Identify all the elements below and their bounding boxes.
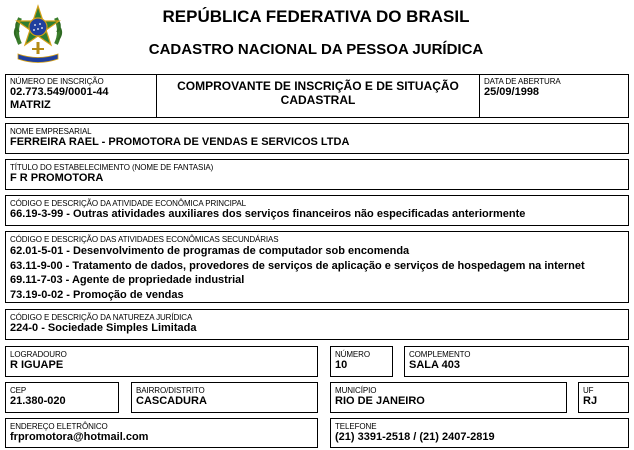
numero-box [330,346,393,377]
complemento-value: SALA 403 [409,359,460,371]
bairro-value: CASCADURA [136,395,207,407]
list-item: 69.11-7-03 - Agente de propriedade industrial [10,274,245,286]
natureza-juridica-value: 224-0 - Sociedade Simples Limitada [10,322,197,334]
abertura-value: 25/09/1998 [484,86,540,98]
inscricao-tipo: MATRIZ [10,99,51,111]
nome-empresarial-box [5,123,629,154]
municipio-value: RIO DE JANEIRO [335,395,425,407]
inscricao-numero: 02.773.549/0001-44 [10,86,109,98]
cep-box [5,382,119,413]
fantasia-value: F R PROMOTORA [10,172,104,184]
list-item: 63.11-9-00 - Tratamento de dados, provedores de serviços de aplicação e serviços de hospedagem na internet [10,259,585,272]
email-value: frpromotora@hotmail.com [10,431,149,443]
atividade-principal-box [5,195,629,226]
natureza-juridica-label: CÓDIGO E DESCRIÇÃO DA NATUREZA JURÍDICA [10,313,193,322]
cep-label: CEP [10,386,27,395]
atividade-principal-label: CÓDIGO E DESCRIÇÃO DA ATIVIDADE ECONÔMICA PRINCIPAL [10,199,246,208]
atividades-secundarias-label: CÓDIGO E DESCRIÇÃO DAS ATIVIDADES ECONÔMICAS SECUNDÁRIAS [10,235,279,244]
natureza-juridica-box [5,309,629,340]
cep-value: 21.380-020 [10,395,66,407]
nome-empresarial-label: NOME EMPRESARIAL [10,127,92,136]
inscricao-box [5,74,157,118]
email-box [5,418,318,448]
municipio-label: MUNICÍPIO [335,386,377,395]
fantasia-label: TÍTULO DO ESTABELECIMENTO (NOME DE FANTASIA) [10,163,214,172]
atividades-secundarias-box [5,231,629,303]
logradouro-box [5,346,318,377]
complemento-box [404,346,629,377]
complemento-label: COMPLEMENTO [409,350,471,359]
uf-value: RJ [583,395,598,407]
abertura-box [479,74,629,118]
numero-value: 10 [335,359,348,371]
municipio-box [330,382,567,413]
header-title: REPÚBLICA FEDERATIVA DO BRASIL [162,7,470,26]
abertura-label: DATA DE ABERTURA [484,77,561,86]
atividade-principal-value: 66.19-3-99 - Outras atividades auxiliares dos serviços financeiros não especificadas anteriormente [10,208,526,220]
comprovante-box [156,74,480,118]
comprovante-title: COMPROVANTE DE INSCRIÇÃO E DE SITUAÇÃO CADASTRAL [177,79,459,107]
bairro-label: BAIRRO/DISTRITO [136,386,205,395]
header-subtitle: CADASTRO NACIONAL DA PESSOA JURÍDICA [148,41,484,58]
fantasia-box [5,159,629,190]
telefone-label: TELEFONE [335,422,377,431]
logradouro-value: R IGUAPE [10,359,64,371]
telefone-value: (21) 3391-2518 / (21) 2407-2819 [335,431,495,443]
numero-label: NÚMERO [335,350,370,359]
list-item: 73.19-0-02 - Promoção de vendas [10,288,184,301]
nome-empresarial-value: FERREIRA RAEL - PROMOTORA DE VENDAS E SERVICOS LTDA [10,136,350,148]
telefone-box [330,418,629,448]
list-item: 62.01-5-01 - Desenvolvimento de programas de computador sob encomenda [10,245,410,257]
uf-label: UF [583,386,594,395]
uf-box [578,382,629,413]
logradouro-label: LOGRADOURO [10,350,67,359]
bairro-box [131,382,318,413]
inscricao-label: NÚMERO DE INSCRIÇÃO [10,77,104,86]
email-label: ENDEREÇO ELETRÔNICO [10,422,108,431]
coat-of-arms-emblem [10,4,66,64]
